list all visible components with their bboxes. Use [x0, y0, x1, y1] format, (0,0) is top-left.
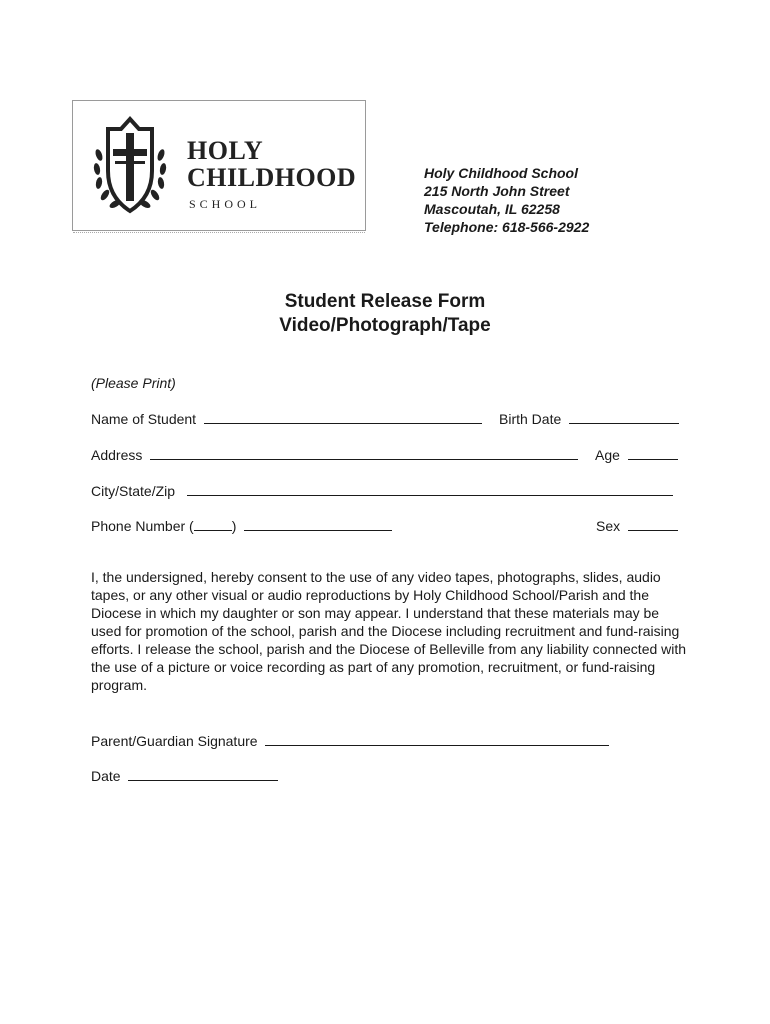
school-name: Holy Childhood School: [424, 165, 578, 181]
school-city: Mascoutah, IL 62258: [424, 201, 560, 217]
signature-label: Parent/Guardian Signature: [91, 733, 258, 749]
school-address: [424, 164, 589, 236]
address-field[interactable]: [150, 445, 578, 460]
logo-text-school: SCHOOL: [189, 197, 262, 211]
sex-label: Sex: [596, 518, 621, 534]
phone-row: [91, 516, 392, 535]
phone-close-paren: ): [231, 518, 237, 534]
area-code-field[interactable]: [194, 516, 232, 531]
city-label: City/State/Zip: [91, 483, 176, 499]
school-phone: Telephone: 618-566-2922: [424, 219, 590, 235]
form-title: Student Release Form: [284, 291, 486, 312]
sex-field[interactable]: [628, 516, 678, 531]
city-row: [91, 481, 673, 500]
school-street: 215 North John Street: [424, 183, 570, 199]
city-field[interactable]: [187, 481, 673, 496]
age-row: [595, 445, 678, 464]
form-subtitle: Video/Photograph/Tape: [279, 315, 491, 336]
consent-paragraph: I, the undersigned, hereby consent to the use of any video tapes, photographs, slides, audio tapes, or any other visual or audio reproductions by Holy Childhood School/Parish and the Diocese in which my daughter or son may appear. I understand that these materials may be used for promotion of the school, parish and the Diocese including recruitment and fund-raising efforts. I release the school, parish and the Diocese of Belleville from any liability connected with the use of a picture or voice recording as part of any promotion, recruitment, or fund-raising program.: [91, 569, 687, 693]
phone-number-field[interactable]: [244, 516, 392, 531]
address-row: [91, 445, 578, 464]
student-name-row: [91, 409, 482, 428]
school-logo: [72, 100, 366, 231]
date-row: [91, 766, 278, 785]
signature-row: [91, 731, 609, 750]
signature-field[interactable]: [265, 731, 609, 746]
age-label: Age: [595, 447, 620, 463]
student-name-field[interactable]: [204, 409, 482, 424]
birth-date-label: Birth Date: [499, 411, 562, 427]
logo-text-holy: HOLY: [187, 136, 264, 165]
age-field[interactable]: [628, 445, 678, 460]
please-print-note: (Please Print): [91, 375, 176, 391]
birth-date-row: [499, 409, 679, 428]
student-name-label: Name of Student: [91, 411, 197, 427]
logo-text-childhood: CHILDHOOD: [187, 163, 357, 192]
birth-date-field[interactable]: [569, 409, 679, 424]
address-label: Address: [91, 447, 143, 463]
sex-row: [596, 516, 678, 535]
date-field[interactable]: [128, 766, 278, 781]
phone-label: Phone Number (: [91, 518, 194, 534]
date-label: Date: [91, 768, 121, 784]
crest-emblem: [91, 115, 169, 215]
